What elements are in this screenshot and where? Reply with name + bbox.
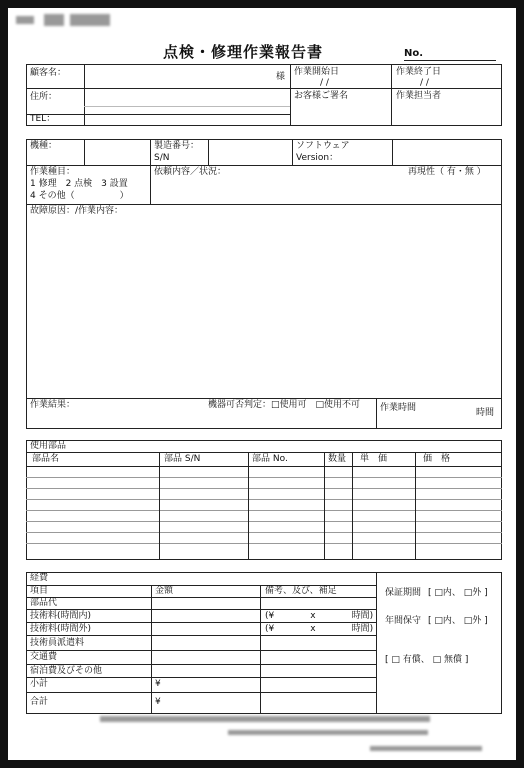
address-label: 住所： xyxy=(30,92,58,102)
cost-row-dispatch: 技術員派遣料 xyxy=(30,638,85,648)
costs-col-amount: 金額 xyxy=(155,586,174,596)
customer-name-label: 顧客名： xyxy=(30,68,67,78)
serial-label: 製造番号： xyxy=(154,141,200,151)
staff-label: 作業担当者 xyxy=(396,91,442,101)
parts-section-label: 使用部品 xyxy=(30,441,67,451)
costs-col-item: 項目 xyxy=(30,586,49,596)
model-label: 機種： xyxy=(30,141,58,151)
signature-label: お客様ご署名 xyxy=(294,91,349,101)
worktype-label: 作業種目： xyxy=(30,167,76,177)
cost-row-transport: 交通費 xyxy=(30,652,58,662)
result-label: 作業結果： xyxy=(30,400,76,410)
report-sheet xyxy=(8,8,516,760)
subtotal-yen: ¥ xyxy=(155,679,161,689)
worktype-options-2: 4 その他（ ） xyxy=(30,191,129,201)
parts-col-qty: 数量 xyxy=(328,454,347,464)
start-date-label: 作業開始日 xyxy=(294,67,340,77)
software-label: ソフトウェア xyxy=(296,141,350,151)
cost-row-tech-in: 技術料(時間内) xyxy=(30,611,92,621)
cost-row-lodging: 宿泊費及びその他 xyxy=(30,666,103,676)
costs-col-note: 備考、及び、補足 xyxy=(265,586,337,596)
annual-maintenance-label: 年間保守 xyxy=(385,616,422,626)
report-number-label: No. xyxy=(404,48,424,59)
cost-row-total: 合計 xyxy=(30,697,49,707)
request-label: 依頼内容／状況： xyxy=(154,167,227,177)
cause-label: 故障原因：/作業内容： xyxy=(30,206,124,216)
cost-row-tech-out: 技術料(時間外) xyxy=(30,624,92,634)
paid-options: [ □ 有償、 □ 無償 ] xyxy=(385,655,469,665)
work-time-label: 作業時間 xyxy=(380,403,417,413)
parts-col-price: 価 格 xyxy=(423,454,451,464)
parts-col-unit-price: 単 価 xyxy=(360,454,388,464)
end-date-value: / / xyxy=(420,78,429,88)
honorific: 様 xyxy=(276,72,286,82)
total-yen: ¥ xyxy=(155,697,161,707)
parts-col-no: 部品 No. xyxy=(252,454,288,464)
warranty-options: [ □内、 □外 ] xyxy=(428,588,488,598)
annual-maintenance-options: [ □内、 □外 ] xyxy=(428,616,488,626)
end-date-label: 作業終了日 xyxy=(396,67,442,77)
cost-row-parts: 部品代 xyxy=(30,598,58,608)
version-label: Version： xyxy=(296,153,339,163)
rate-in-hours: (¥ x 時間) xyxy=(265,611,374,621)
worktype-options-1: 1 修理 2 点検 3 設置 xyxy=(30,179,128,189)
parts-col-sn: 部品 S/N xyxy=(164,454,201,464)
tel-label: TEL： xyxy=(30,114,56,124)
usability-judgement: 機器可否判定：□使用可 □使用不可 xyxy=(208,400,361,410)
reproducibility-label: 再現性（ 有・無 ） xyxy=(408,167,486,177)
company-logo xyxy=(16,16,34,24)
serial-sub-label: S/N xyxy=(154,153,170,163)
footer-company-info xyxy=(100,716,430,722)
start-date-value: / / xyxy=(320,78,329,88)
rate-out-hours: (¥ x 時間) xyxy=(265,624,374,634)
page-title: 点検・修理作業報告書 xyxy=(163,43,324,61)
costs-section-label: 経費 xyxy=(30,573,49,583)
cost-row-subtotal: 小計 xyxy=(30,679,49,689)
warranty-label: 保証期間 xyxy=(385,588,422,598)
parts-col-name: 部品名 xyxy=(32,454,60,464)
work-time-unit: 時間 xyxy=(476,408,495,418)
